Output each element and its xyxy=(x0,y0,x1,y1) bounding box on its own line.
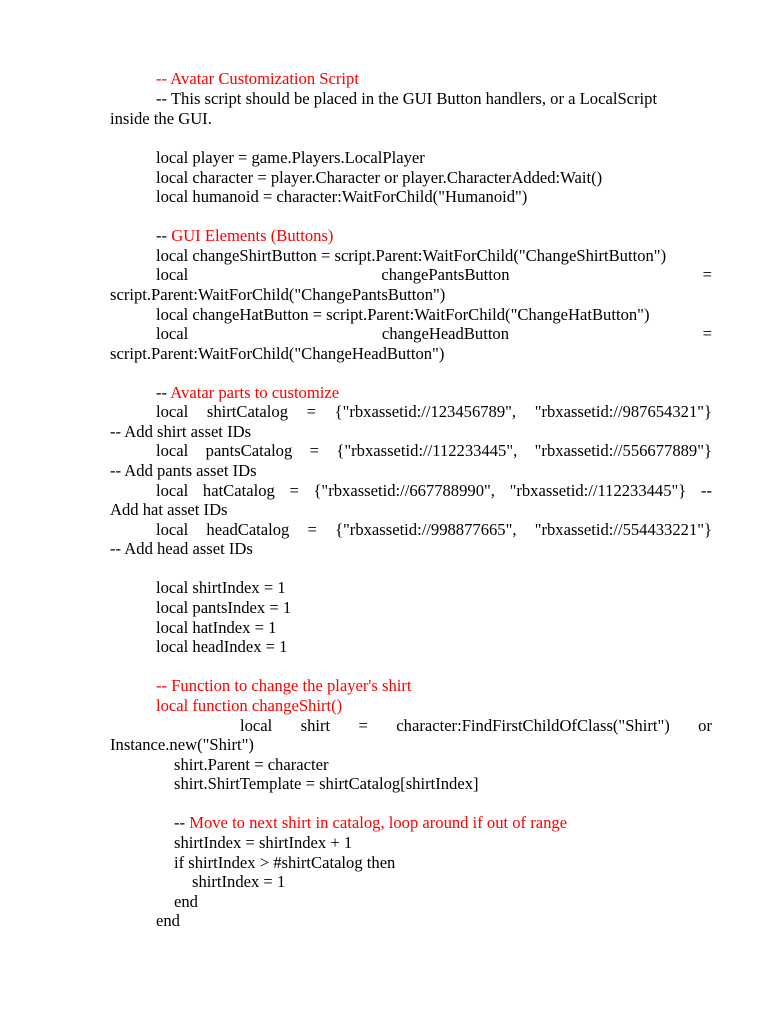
word: "rbxassetid://112233445"} xyxy=(509,481,687,500)
word: shirtCatalog xyxy=(206,402,288,421)
head-button-continuation: script.Parent:WaitForChild("ChangeHeadButton") xyxy=(110,344,445,363)
shirt-index-declaration: local shirtIndex = 1 xyxy=(156,578,286,597)
word: "rbxassetid://556677889"} xyxy=(534,441,712,460)
word: = xyxy=(309,441,320,460)
comment-text: Move to next shirt in catalog, loop around if out of range xyxy=(189,813,568,832)
placement-note-line: -- This script should be placed in the GUI Button handlers, or a LocalScript xyxy=(156,89,658,108)
word: shirt xyxy=(300,716,331,735)
comment-text: GUI Elements (Buttons) xyxy=(171,226,334,245)
word: "rbxassetid://554433221"} xyxy=(534,520,712,539)
shirt-catalog-continuation: -- Add shirt asset IDs xyxy=(110,422,252,441)
gui-elements-comment xyxy=(156,226,712,246)
word: -- xyxy=(700,481,712,500)
head-catalog-continuation: -- Add head asset IDs xyxy=(110,539,253,558)
word: = xyxy=(289,481,299,500)
word: = xyxy=(307,520,317,539)
hat-catalog-continuation: Add hat asset IDs xyxy=(110,500,228,519)
word: {"rbxassetid://112233445", xyxy=(336,441,518,460)
word: = xyxy=(306,402,316,421)
hat-button-declaration: local changeHatButton = script.Parent:WaitForChild("ChangeHatButton") xyxy=(156,305,650,324)
shirt-lookup-continuation: Instance.new("Shirt") xyxy=(110,735,254,754)
word: = xyxy=(358,716,368,735)
pants-index-declaration: local pantsIndex = 1 xyxy=(156,598,292,617)
character-declaration: local character = player.Character or player.CharacterAdded:Wait() xyxy=(156,168,603,187)
index-reset: shirtIndex = 1 xyxy=(192,872,286,891)
word: local xyxy=(156,402,189,421)
word: local xyxy=(156,520,189,539)
hat-index-declaration: local hatIndex = 1 xyxy=(156,618,277,637)
word: local xyxy=(156,481,189,500)
index-increment: shirtIndex = shirtIndex + 1 xyxy=(174,833,353,852)
move-next-comment xyxy=(174,813,712,833)
word: or xyxy=(698,716,712,735)
shirt-catalog-declaration xyxy=(156,402,712,422)
hat-catalog-declaration xyxy=(156,481,712,501)
word: local xyxy=(240,716,273,735)
word: changePantsButton xyxy=(381,265,510,284)
function-comment: -- Function to change the player's shirt xyxy=(156,676,412,695)
word: local xyxy=(156,441,189,460)
word: = xyxy=(702,265,712,284)
humanoid-declaration: local humanoid = character:WaitForChild("Humanoid") xyxy=(156,187,528,206)
function-end: end xyxy=(156,911,180,930)
word: hatCatalog xyxy=(202,481,275,500)
word: {"rbxassetid://667788990", xyxy=(313,481,495,500)
shirt-button-declaration: local changeShirtButton = script.Parent:WaitForChild("ChangeShirtButton") xyxy=(156,246,667,265)
word: pantsCatalog xyxy=(205,441,293,460)
shirt-lookup-line xyxy=(240,716,712,736)
comment-text: Avatar parts to customize xyxy=(170,383,340,402)
pants-catalog-continuation: -- Add pants asset IDs xyxy=(110,461,257,480)
placement-note-continuation: inside the GUI. xyxy=(110,109,212,128)
head-button-declaration xyxy=(156,324,712,344)
word: headCatalog xyxy=(206,520,290,539)
if-end: end xyxy=(174,892,198,911)
script-title-comment: -- Avatar Customization Script xyxy=(156,69,359,88)
pants-button-continuation: script.Parent:WaitForChild("ChangePantsButton") xyxy=(110,285,446,304)
pants-button-declaration xyxy=(156,265,712,285)
comment-prefix: -- xyxy=(156,226,172,245)
word: character:FindFirstChildOfClass("Shirt") xyxy=(396,716,670,735)
function-signature: local function changeShirt() xyxy=(156,696,343,715)
word: local xyxy=(156,324,189,343)
word: changeHeadButton xyxy=(381,324,510,343)
word: {"rbxassetid://998877665", xyxy=(335,520,517,539)
word: local xyxy=(156,265,189,284)
catalogs-comment xyxy=(156,383,712,403)
word: = xyxy=(702,324,712,343)
bounds-check: if shirtIndex > #shirtCatalog then xyxy=(174,853,396,872)
comment-prefix: -- xyxy=(174,813,190,832)
shirt-parent-assignment: shirt.Parent = character xyxy=(174,755,329,774)
head-index-declaration: local headIndex = 1 xyxy=(156,637,288,656)
head-catalog-declaration xyxy=(156,520,712,540)
player-declaration: local player = game.Players.LocalPlayer xyxy=(156,148,425,167)
comment-prefix: -- xyxy=(156,383,171,402)
word: {"rbxassetid://123456789", xyxy=(334,402,517,421)
word: "rbxassetid://987654321"} xyxy=(534,402,712,421)
shirt-template-assignment: shirt.ShirtTemplate = shirtCatalog[shirtIndex] xyxy=(174,774,479,793)
pants-catalog-declaration xyxy=(156,441,712,461)
